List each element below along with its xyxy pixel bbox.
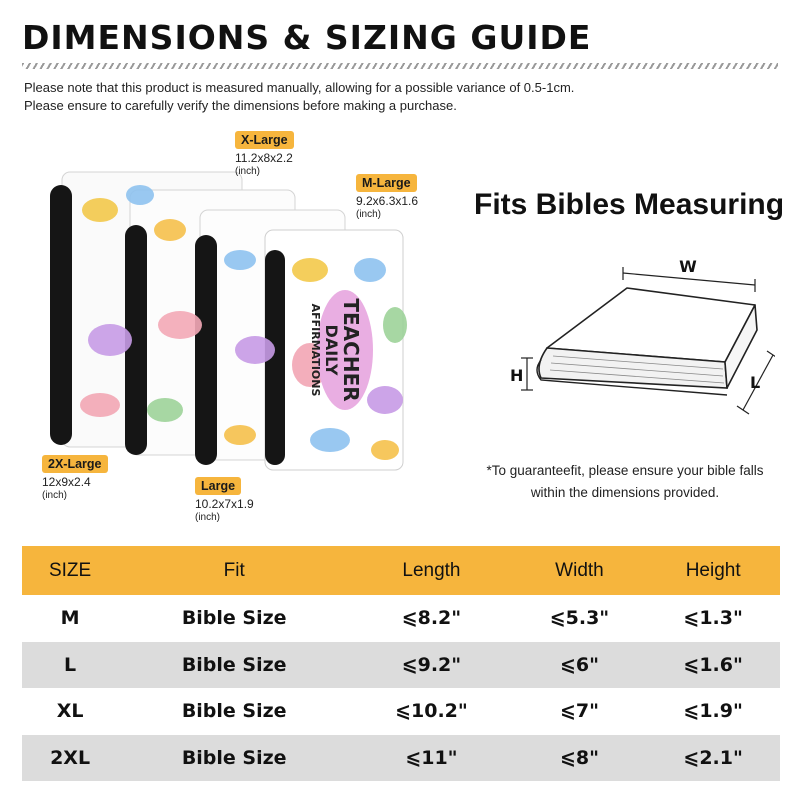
header-height: Height <box>646 546 780 595</box>
xxl-badge: 2X-Large <box>42 455 108 473</box>
m-dims-value: 9.2x6.3x1.6 <box>356 194 419 208</box>
guarantee-note <box>460 460 790 504</box>
xxl-dims <box>42 476 108 502</box>
guarantee-line-1: *To guaranteefit, please ensure your bible falls <box>486 463 764 478</box>
m-dims <box>356 195 418 221</box>
cell-height: ⩽2.1" <box>646 735 780 782</box>
header-fit: Fit <box>118 546 350 595</box>
guarantee-line-2: within the dimensions provided. <box>530 485 720 500</box>
cell-fit: Bible Size <box>181 607 287 630</box>
xxl-dims-value: 12x9x2.4 <box>42 475 91 489</box>
cell-fit: Bible Size <box>118 735 350 782</box>
fits-heading: Fits Bibles Measuring <box>474 188 785 221</box>
table-row <box>22 642 780 689</box>
header-length: Length <box>350 546 512 595</box>
cell-fit: Bible Size <box>118 642 350 689</box>
cell-width: ⩽8" <box>513 735 647 782</box>
cell-width: ⩽6" <box>513 642 647 689</box>
verify-note: Please ensure to carefully verify the dimensions before making a purchase. <box>24 98 457 113</box>
l-badge: Large <box>195 477 241 495</box>
cell-length: ⩽9.2" <box>350 642 512 689</box>
cell-height: ⩽1.6" <box>646 642 780 689</box>
table-row <box>22 595 780 642</box>
cell-fit: Bible Size <box>181 700 287 723</box>
l-size-label <box>195 477 254 524</box>
table-row <box>22 688 780 735</box>
book-illustration <box>505 250 775 430</box>
cover-headline-2: DAILY <box>322 324 341 376</box>
xxl-unit: (inch) <box>42 490 68 501</box>
cover-headline-3: AFFIRMATIONS <box>309 303 322 397</box>
table-row <box>22 735 780 782</box>
l-dims <box>195 498 254 524</box>
length-label: L <box>750 373 761 392</box>
cell-length: ⩽11" <box>350 735 512 782</box>
xl-unit: (inch) <box>235 166 261 177</box>
header-width: Width <box>513 546 647 595</box>
cell-length: ⩽8.2" <box>401 607 462 630</box>
height-label: H <box>510 366 524 385</box>
measurement-note: Please note that this product is measured manually, allowing for a possible variance of 0.5-1cm. <box>24 80 575 95</box>
l-unit: (inch) <box>195 512 221 523</box>
xl-dims <box>235 152 294 178</box>
m-size-label <box>356 174 418 221</box>
book-diagram <box>505 250 775 430</box>
xl-badge: X-Large <box>235 131 294 149</box>
cell-height: ⩽1.3" <box>683 607 743 630</box>
cell-size: XL <box>56 700 84 723</box>
cover-headline-1: TEACHER <box>339 298 363 402</box>
cell-size: L <box>22 642 118 689</box>
xl-size-label <box>235 131 294 178</box>
m-badge: M-Large <box>356 174 417 192</box>
cell-length: ⩽10.2" <box>395 700 468 723</box>
m-unit: (inch) <box>356 209 382 220</box>
l-dims-value: 10.2x7x1.9 <box>195 497 254 511</box>
xl-dims-value: 11.2x8x2.2 <box>235 151 293 165</box>
size-table <box>22 546 780 781</box>
xxl-size-label <box>42 455 108 502</box>
table-header-row <box>22 546 780 595</box>
cell-size: M <box>60 607 80 630</box>
cell-width: ⩽5.3" <box>549 607 610 630</box>
cell-width: ⩽7" <box>559 700 599 723</box>
cell-size: 2XL <box>22 735 118 782</box>
page-title: DIMENSIONS & SIZING GUIDE <box>22 18 592 57</box>
header-size: SIZE <box>22 546 118 595</box>
title-divider <box>22 63 778 69</box>
cell-height: ⩽1.9" <box>683 700 743 723</box>
width-label: W <box>679 257 697 276</box>
